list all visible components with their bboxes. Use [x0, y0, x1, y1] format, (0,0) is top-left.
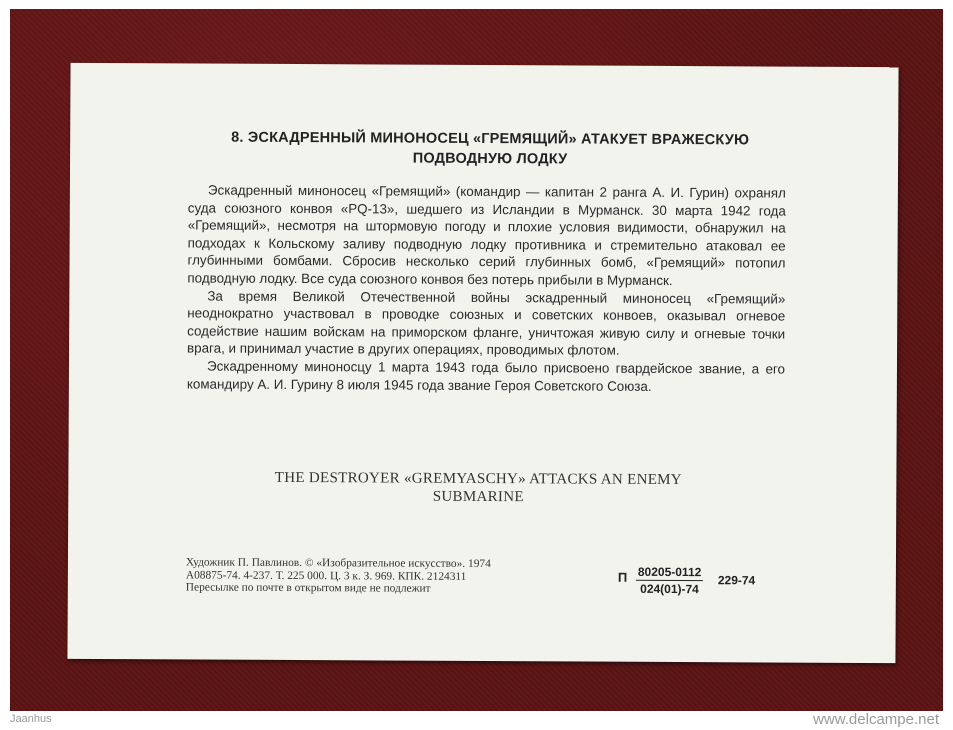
card-heading [180, 127, 800, 170]
index-denominator: 024(01)-74 [640, 581, 699, 597]
english-title-line-2: SUBMARINE [432, 488, 524, 506]
english-title [228, 469, 728, 508]
index-letter: П [617, 569, 628, 585]
card-body [187, 181, 786, 395]
paragraph-1: Эскадренный миноносец «Гремящий» (командир — капитан 2 ранга А. И. Гурин) охранял суда союзного конвоя «PQ-13», шедшего из Исландии в Мурманск. 30 марта 1942 года «Гремящий», несмотря на штормовую погоду и плохие условия видимости, обнаружил на подходах к Кольскому заливу подводную лодку противника и стремительно атаковал ее глубинными бомбами. Сбросив несколько серий глубинных бомб, «Гремящий» потопил подводную лодку. Все суда союзного конвоя без потерь прибыли в Мурманск. [187, 182, 786, 288]
imprint-line-1: Художник П. Павлинов. © «Изобразительное искусство». 1974 [185, 556, 491, 571]
imprint-line-3: Пересылке по почте в открытом виде не подлежит [185, 581, 431, 595]
imprint-line-2: А08875-74. 4-237. Т. 225 000. Ц. 3 к. З. 969. КПК. 2124311 [185, 569, 467, 583]
english-title-line-1: THE DESTROYER «GREMYASCHY» ATTACKS AN ENEMY [274, 469, 682, 489]
publisher-imprint [186, 556, 616, 596]
postcard-back [67, 63, 898, 663]
paragraph-2: За время Великой Отечественной войны эскадренный миноносец «Гремящий» неоднократно участвовал в проводке союзных и советских конвоев, оказывал огневое содействие нашим войскам на приморском фланге, уничтожая живую силу и огневые точки врага, и принимал участие в других операциях, проводимых флотом. [187, 288, 786, 359]
index-code: 229-74 [717, 573, 756, 588]
heading-line-2: ПОДВОДНУЮ ЛОДКУ [412, 150, 568, 168]
watermark-right: www.delcampe.net [813, 711, 939, 728]
heading-line-1: 8. ЭСКАДРЕННЫЙ МИНОНОСЕЦ «ГРЕМЯЩИЙ» АТАКУЕТ ВРАЖЕСКУЮ [231, 129, 750, 149]
watermark-left: Jaanhus [10, 713, 52, 725]
index-fraction [636, 565, 704, 596]
index-numerator: 80205-0112 [636, 565, 703, 581]
paragraph-3: Эскадренному миноносцу 1 марта 1943 года было присвоено гвардейское звание, а его командиру А. И. Гурину 8 июля 1945 года звание Героя Советского Союза. [186, 358, 786, 394]
